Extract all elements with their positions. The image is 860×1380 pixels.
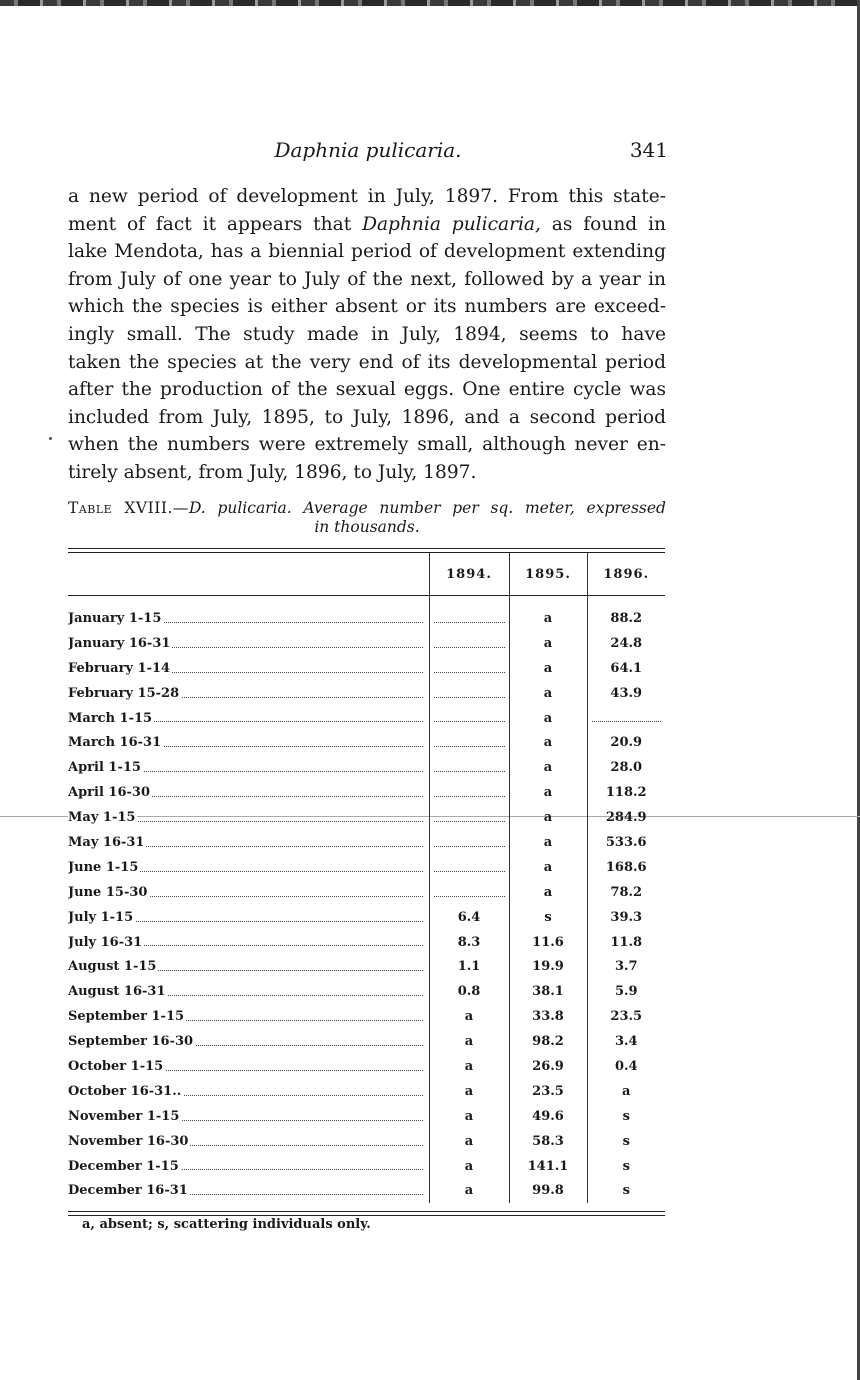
cell-1896: s <box>587 1154 665 1179</box>
row-period <box>68 730 429 755</box>
row-period <box>68 830 429 855</box>
body-line: from July of one year to July of the next, followed by a year in <box>68 268 666 290</box>
row-period <box>68 1129 429 1154</box>
table-row <box>68 780 665 805</box>
table-row <box>68 1079 665 1104</box>
cell-1896: 78.2 <box>587 880 665 905</box>
table-row <box>68 730 665 755</box>
cell-1896: s <box>587 1178 665 1203</box>
cell-1894 <box>429 805 509 830</box>
cell-1895: a <box>509 755 587 780</box>
cell-1896: 28.0 <box>587 755 665 780</box>
row-period-label: March 16-31 <box>68 735 162 751</box>
row-period-label: May 16-31 <box>68 834 145 850</box>
table-row <box>68 1029 665 1054</box>
cell-1895: a <box>509 681 587 706</box>
row-period <box>68 1104 429 1129</box>
row-period-label: July 16-31 <box>68 934 143 950</box>
row-period <box>68 1004 429 1029</box>
table-row <box>68 930 665 955</box>
row-period-label: October 16-31.. <box>68 1083 182 1099</box>
cell-1894: a <box>429 1104 509 1129</box>
cell-1894: a <box>429 1029 509 1054</box>
table-row <box>68 606 665 631</box>
page-header <box>68 138 668 168</box>
cell-1895: 49.6 <box>509 1104 587 1129</box>
cell-1896: s <box>587 1104 665 1129</box>
running-title: Daphnia pulicaria. <box>274 138 462 162</box>
cell-1896: s <box>587 1129 665 1154</box>
row-period <box>68 855 429 880</box>
table-row <box>68 855 665 880</box>
row-period <box>68 681 429 706</box>
caption-line-2: in thousands. <box>314 518 420 536</box>
table-row <box>68 880 665 905</box>
row-period-label: December 1-15 <box>68 1158 179 1174</box>
cell-1894: a <box>429 1054 509 1079</box>
cell-1895: a <box>509 730 587 755</box>
row-period <box>68 979 429 1004</box>
table-row <box>68 979 665 1004</box>
cell-1894 <box>429 730 509 755</box>
cell-1894: a <box>429 1178 509 1203</box>
row-period <box>68 905 429 930</box>
row-period <box>68 930 429 955</box>
cell-1895: 19.9 <box>509 954 587 979</box>
cell-1896: 23.5 <box>587 1004 665 1029</box>
row-period-label: November 1-15 <box>68 1108 180 1124</box>
cell-1895: 58.3 <box>509 1129 587 1154</box>
body-paragraph <box>68 183 666 487</box>
cell-1894 <box>429 880 509 905</box>
cell-1896: a <box>587 1079 665 1104</box>
body-line <box>68 211 666 239</box>
cell-1895: 99.8 <box>509 1178 587 1203</box>
table-row <box>68 905 665 930</box>
row-period <box>68 1079 429 1104</box>
cell-1894 <box>429 706 509 731</box>
cell-1894: a <box>429 1079 509 1104</box>
table-row <box>68 805 665 830</box>
body-line: tirely absent, from July, 1896, to July, 1897. <box>68 461 477 483</box>
row-period <box>68 780 429 805</box>
row-period-label: September 1-15 <box>68 1009 185 1025</box>
cell-1896: 43.9 <box>587 681 665 706</box>
cell-1896: 533.6 <box>587 830 665 855</box>
header-1895: 1895. <box>509 553 587 596</box>
caption-text: Average number per sq. meter, expressed <box>303 499 666 517</box>
table-header-row <box>68 553 665 596</box>
row-period <box>68 954 429 979</box>
cell-1895: a <box>509 830 587 855</box>
cell-1895: a <box>509 631 587 656</box>
cell-1894: 8.3 <box>429 930 509 955</box>
cell-1896: 3.4 <box>587 1029 665 1054</box>
cell-1894 <box>429 780 509 805</box>
table-row <box>68 706 665 731</box>
cell-1896: 64.1 <box>587 656 665 681</box>
body-line: which the species is either absent or its numbers are exceed- <box>68 296 666 318</box>
row-period-label: July 1-15 <box>68 909 134 925</box>
cell-1896: 20.9 <box>587 730 665 755</box>
table-footnote: a, absent; s, scattering individuals only. <box>82 1217 371 1232</box>
body-line: after the production of the sexual eggs. One entire cycle was <box>68 379 666 401</box>
row-period-label: March 1-15 <box>68 710 153 726</box>
row-period <box>68 1029 429 1054</box>
table-row <box>68 1104 665 1129</box>
row-period <box>68 1178 429 1203</box>
row-period-label: February 1-14 <box>68 660 171 676</box>
body-line: lake Mendota, has a biennial period of development extending <box>68 241 666 263</box>
row-period <box>68 805 429 830</box>
cell-1895: a <box>509 805 587 830</box>
cell-1894 <box>429 656 509 681</box>
row-period <box>68 1054 429 1079</box>
header-1896: 1896. <box>587 553 665 596</box>
row-period-label: August 1-15 <box>68 959 157 975</box>
row-period <box>68 1154 429 1179</box>
cell-1895: a <box>509 855 587 880</box>
body-line: ingly small. The study made in July, 1894, seems to have <box>68 323 666 345</box>
cell-1894 <box>429 631 509 656</box>
row-period <box>68 656 429 681</box>
cell-1894: a <box>429 1129 509 1154</box>
scan-top-edge <box>0 0 860 6</box>
row-period-label: November 16-30 <box>68 1133 189 1149</box>
cell-1894 <box>429 855 509 880</box>
cell-1895: 23.5 <box>509 1079 587 1104</box>
body-line: when the numbers were extremely small, although never en- <box>68 434 666 456</box>
cell-1894: 1.1 <box>429 954 509 979</box>
row-period <box>68 880 429 905</box>
cell-1895: 38.1 <box>509 979 587 1004</box>
row-period-label: December 16-31 <box>68 1183 188 1199</box>
row-period <box>68 606 429 631</box>
body-line: taken the species at the very end of its developmental period <box>68 351 666 373</box>
row-period-label: May 1-15 <box>68 810 136 826</box>
row-period-label: September 16-30 <box>68 1034 194 1050</box>
table-caption <box>68 499 666 537</box>
row-period-label: August 16-31 <box>68 984 166 1000</box>
cell-1895: 26.9 <box>509 1054 587 1079</box>
row-period <box>68 755 429 780</box>
cell-1895: a <box>509 606 587 631</box>
row-period-label: February 15-28 <box>68 685 180 701</box>
body-line-part: ment of fact it appears that <box>68 213 363 235</box>
table-label: Table XVIII.— <box>68 499 189 517</box>
table-row <box>68 1154 665 1179</box>
table-row <box>68 755 665 780</box>
body-line: a new period of development in July, 1897. From this state- <box>68 186 666 207</box>
cell-1894: 0.8 <box>429 979 509 1004</box>
row-period <box>68 706 429 731</box>
cell-1894 <box>429 681 509 706</box>
cell-1896: 11.8 <box>587 930 665 955</box>
page-number: 341 <box>629 138 668 162</box>
data-table <box>68 553 665 1203</box>
cell-1895: a <box>509 880 587 905</box>
header-1894: 1894. <box>429 553 509 596</box>
cell-1896: 24.8 <box>587 631 665 656</box>
caption-line <box>68 499 666 518</box>
row-period-label: October 1-15 <box>68 1058 164 1074</box>
cell-1894 <box>429 755 509 780</box>
table-row <box>68 1054 665 1079</box>
cell-1896: 3.7 <box>587 954 665 979</box>
cell-1896: 5.9 <box>587 979 665 1004</box>
data-table-container <box>68 548 665 1216</box>
table-spacer <box>68 596 665 607</box>
table-bottom-rule <box>68 1211 665 1216</box>
cell-1896: 284.9 <box>587 805 665 830</box>
body-line: included from July, 1895, to July, 1896, and a second period <box>68 406 666 428</box>
cell-1895: 11.6 <box>509 930 587 955</box>
table-row <box>68 1129 665 1154</box>
cell-1896: 39.3 <box>587 905 665 930</box>
body-line-part: as found in <box>540 213 667 235</box>
cell-1896: 0.4 <box>587 1054 665 1079</box>
table-row <box>68 954 665 979</box>
cell-1895: 33.8 <box>509 1004 587 1029</box>
cell-1895: a <box>509 780 587 805</box>
scan-speck <box>49 437 52 440</box>
cell-1896: 168.6 <box>587 855 665 880</box>
table-row <box>68 1178 665 1203</box>
row-period <box>68 631 429 656</box>
row-period-label: June 1-15 <box>68 859 139 875</box>
row-period-label: April 16-30 <box>68 785 151 801</box>
cell-1895: s <box>509 905 587 930</box>
cell-1894 <box>429 606 509 631</box>
cell-1896 <box>587 706 665 731</box>
species-name: Daphnia pulicaria, <box>362 213 541 235</box>
cell-1895: 98.2 <box>509 1029 587 1054</box>
cell-1894: a <box>429 1154 509 1179</box>
cell-1896: 118.2 <box>587 780 665 805</box>
row-period-label: January 1-15 <box>68 610 162 626</box>
header-period <box>68 553 429 596</box>
cell-1894: a <box>429 1004 509 1029</box>
table-row <box>68 681 665 706</box>
cell-1894 <box>429 830 509 855</box>
table-row <box>68 631 665 656</box>
table-row <box>68 656 665 681</box>
cell-1896: 88.2 <box>587 606 665 631</box>
row-period-label: January 16-31 <box>68 635 171 651</box>
table-row <box>68 1004 665 1029</box>
table-row <box>68 830 665 855</box>
row-period-label: April 1-15 <box>68 760 141 776</box>
cell-1894: 6.4 <box>429 905 509 930</box>
row-period-label: June 15-30 <box>68 884 148 900</box>
caption-species: D. pulicaria. <box>188 499 292 517</box>
cell-1895: a <box>509 656 587 681</box>
table-body <box>68 596 665 1204</box>
cell-1895: 141.1 <box>509 1154 587 1179</box>
cell-1895: a <box>509 706 587 731</box>
